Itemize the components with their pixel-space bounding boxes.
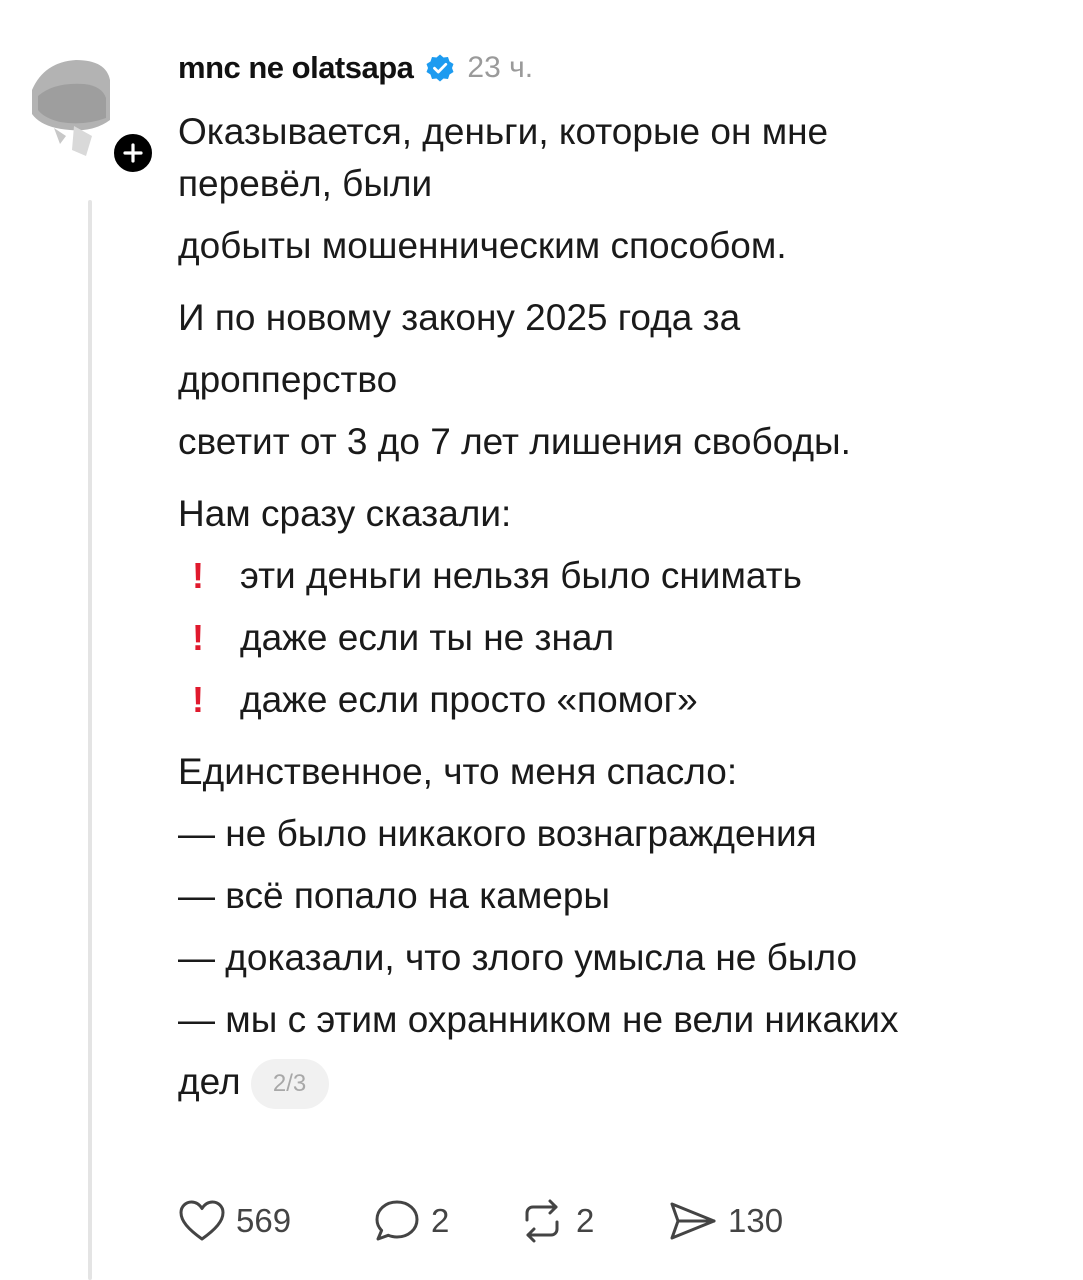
post-line-last: [178, 1056, 1058, 1108]
like-button[interactable]: [178, 1199, 373, 1243]
exclamation-icon: !: [192, 679, 204, 720]
post-line: дропперство: [178, 359, 398, 400]
post-line: добыты мошенническим способом.: [178, 225, 787, 266]
share-count: 130: [728, 1202, 784, 1239]
verified-badge-icon: [425, 53, 455, 83]
post-line: Нам сразу сказали:: [178, 493, 512, 534]
list-item-text: даже если ты не знал: [240, 617, 615, 658]
post-line: И по новому закону 2025 года за: [178, 297, 741, 338]
share-button[interactable]: [668, 1199, 783, 1243]
list-item: [178, 612, 1058, 674]
repost-button[interactable]: [518, 1198, 668, 1244]
list-item-text: эти деньги нельзя было снимать: [240, 555, 802, 596]
speech-bubble-icon: [373, 1198, 421, 1244]
list-item-text: даже если просто «помог»: [240, 679, 698, 720]
follow-button[interactable]: [110, 130, 156, 176]
post-line: — не было никакого вознаграждения: [178, 813, 817, 854]
action-bar: [178, 1196, 783, 1246]
plus-icon: [122, 142, 144, 164]
repost-icon: [518, 1198, 566, 1244]
repost-count: 2: [576, 1202, 595, 1239]
post-body: [178, 106, 1058, 1108]
heart-icon: [178, 1199, 226, 1243]
reply-button[interactable]: [373, 1198, 518, 1244]
exclamation-icon: !: [192, 555, 204, 596]
post-line: — всё попало на камеры: [178, 875, 611, 916]
list-item: [178, 674, 1058, 726]
thread-line: [88, 200, 92, 1280]
like-count: 569: [236, 1202, 292, 1239]
post-header: [178, 48, 533, 88]
page-indicator[interactable]: 2/3: [251, 1059, 329, 1109]
post-line: Единственное, что меня спасло:: [178, 751, 738, 792]
author-name[interactable]: mnc ne olatsapa: [178, 50, 414, 85]
paper-plane-icon: [668, 1199, 718, 1243]
post-line: — доказали, что злого умысла не было: [178, 937, 858, 978]
post-line: перевёл, были: [178, 163, 433, 204]
post-line: дел: [178, 1061, 241, 1102]
post-line: — мы с этим охранником не вели никаких: [178, 999, 899, 1040]
post-timestamp: 23 ч.: [467, 51, 534, 84]
reply-count: 2: [431, 1202, 450, 1239]
list-item: [178, 550, 1058, 612]
post-line: Оказывается, деньги, которые он мне: [178, 111, 829, 152]
exclamation-icon: !: [192, 617, 204, 658]
post-line: светит от 3 до 7 лет лишения свободы.: [178, 421, 851, 462]
